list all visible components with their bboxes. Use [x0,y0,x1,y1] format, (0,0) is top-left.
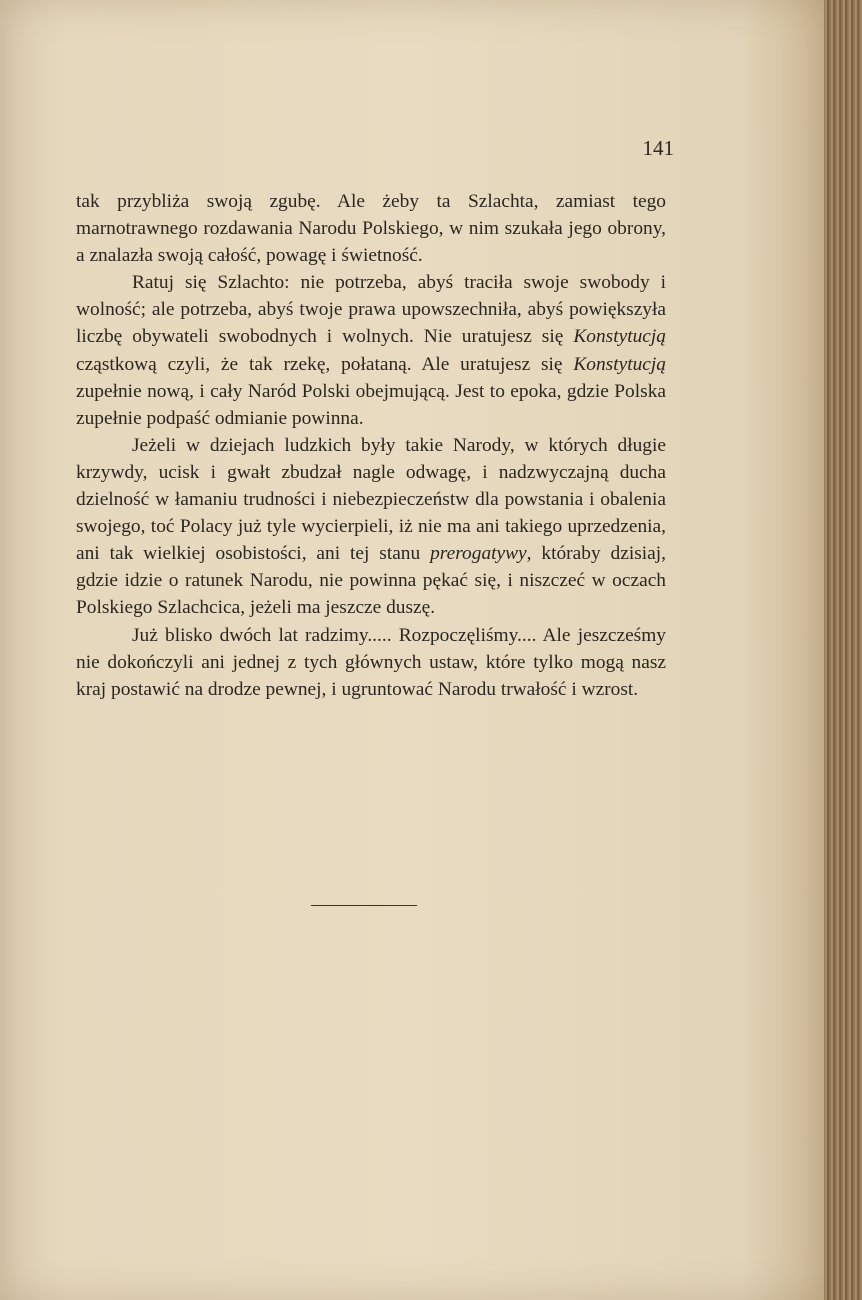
paragraph-1-text: tak przybliża swoją zgubę. Ale żeby ta Szlachta, zamiast tego marnotrawnego rozdawania Narodu Polskiego, w nim szukała jego obrony, a znalazła swoją całość, powagę i świetność. [76,191,666,267]
paragraph-3-text-b: , któraby dzisiaj, gdzie idzie o ratunek Narodu, nie powinna pękać się, i niszczeć w oczach Polskiego Szlachcica, jeżeli ma jeszcze duszę. [76,543,666,619]
paragraph-2 [76,269,666,432]
paragraph-4 [76,622,666,703]
body-text [76,188,666,703]
italic-konstytucja-1: Konstytucją [573,326,666,348]
italic-konstytucja-2: Konstytucją [573,353,666,375]
page-number: 141 [642,136,674,160]
section-end-rule [311,905,417,906]
italic-prerogatywy: prerogatywy [430,543,527,565]
paragraph-3-text-a: Jeżeli w dziejach ludzkich były takie Narody, w których długie krzywdy, ucisk i gwałt zbudzał nagle odwagę, i nadzwyczajną ducha dzielność w łamaniu trudności i niebezpieczeństw dla powstania i obalenia swojego, toć Polacy już tyle wycierpieli, iż nie ma ani takiego uprzedzenia, ani tak wielkiej osobistości, ani tej stanu [76,434,666,565]
paragraph-2-text-a: Ratuj się Szlachto: nie potrzeba, abyś traciła swoje swobody i wolność; ale potrzeba, abyś twoje prawa upowszechniła, abyś powiększyła liczbę obywateli swobodnych i wolnych. Nie uratujesz się [76,272,666,348]
paragraph-2-text-b: cząstkową czyli, że tak rzekę, połataną. Ale uratujesz się [76,353,574,375]
paragraph-4-text: Już blisko dwóch lat radzimy..... Rozpoczęliśmy.... Ale jeszcześmy nie dokończyli ani jednej z tych głównych ustaw, które tylko mogą nasz kraj postawić na drodze pewnej, i ugruntować Narodu trwałość i wzrost. [76,624,666,700]
paragraph-1 [76,188,666,269]
page-stack-edge [824,0,862,1300]
paragraph-3 [76,432,666,622]
paragraph-2-text-c: zupełnie nową, i cały Naród Polski obejmującą. Jest to epoka, gdzie Polska zupełnie podpaść odmianie powinna. [76,380,666,429]
